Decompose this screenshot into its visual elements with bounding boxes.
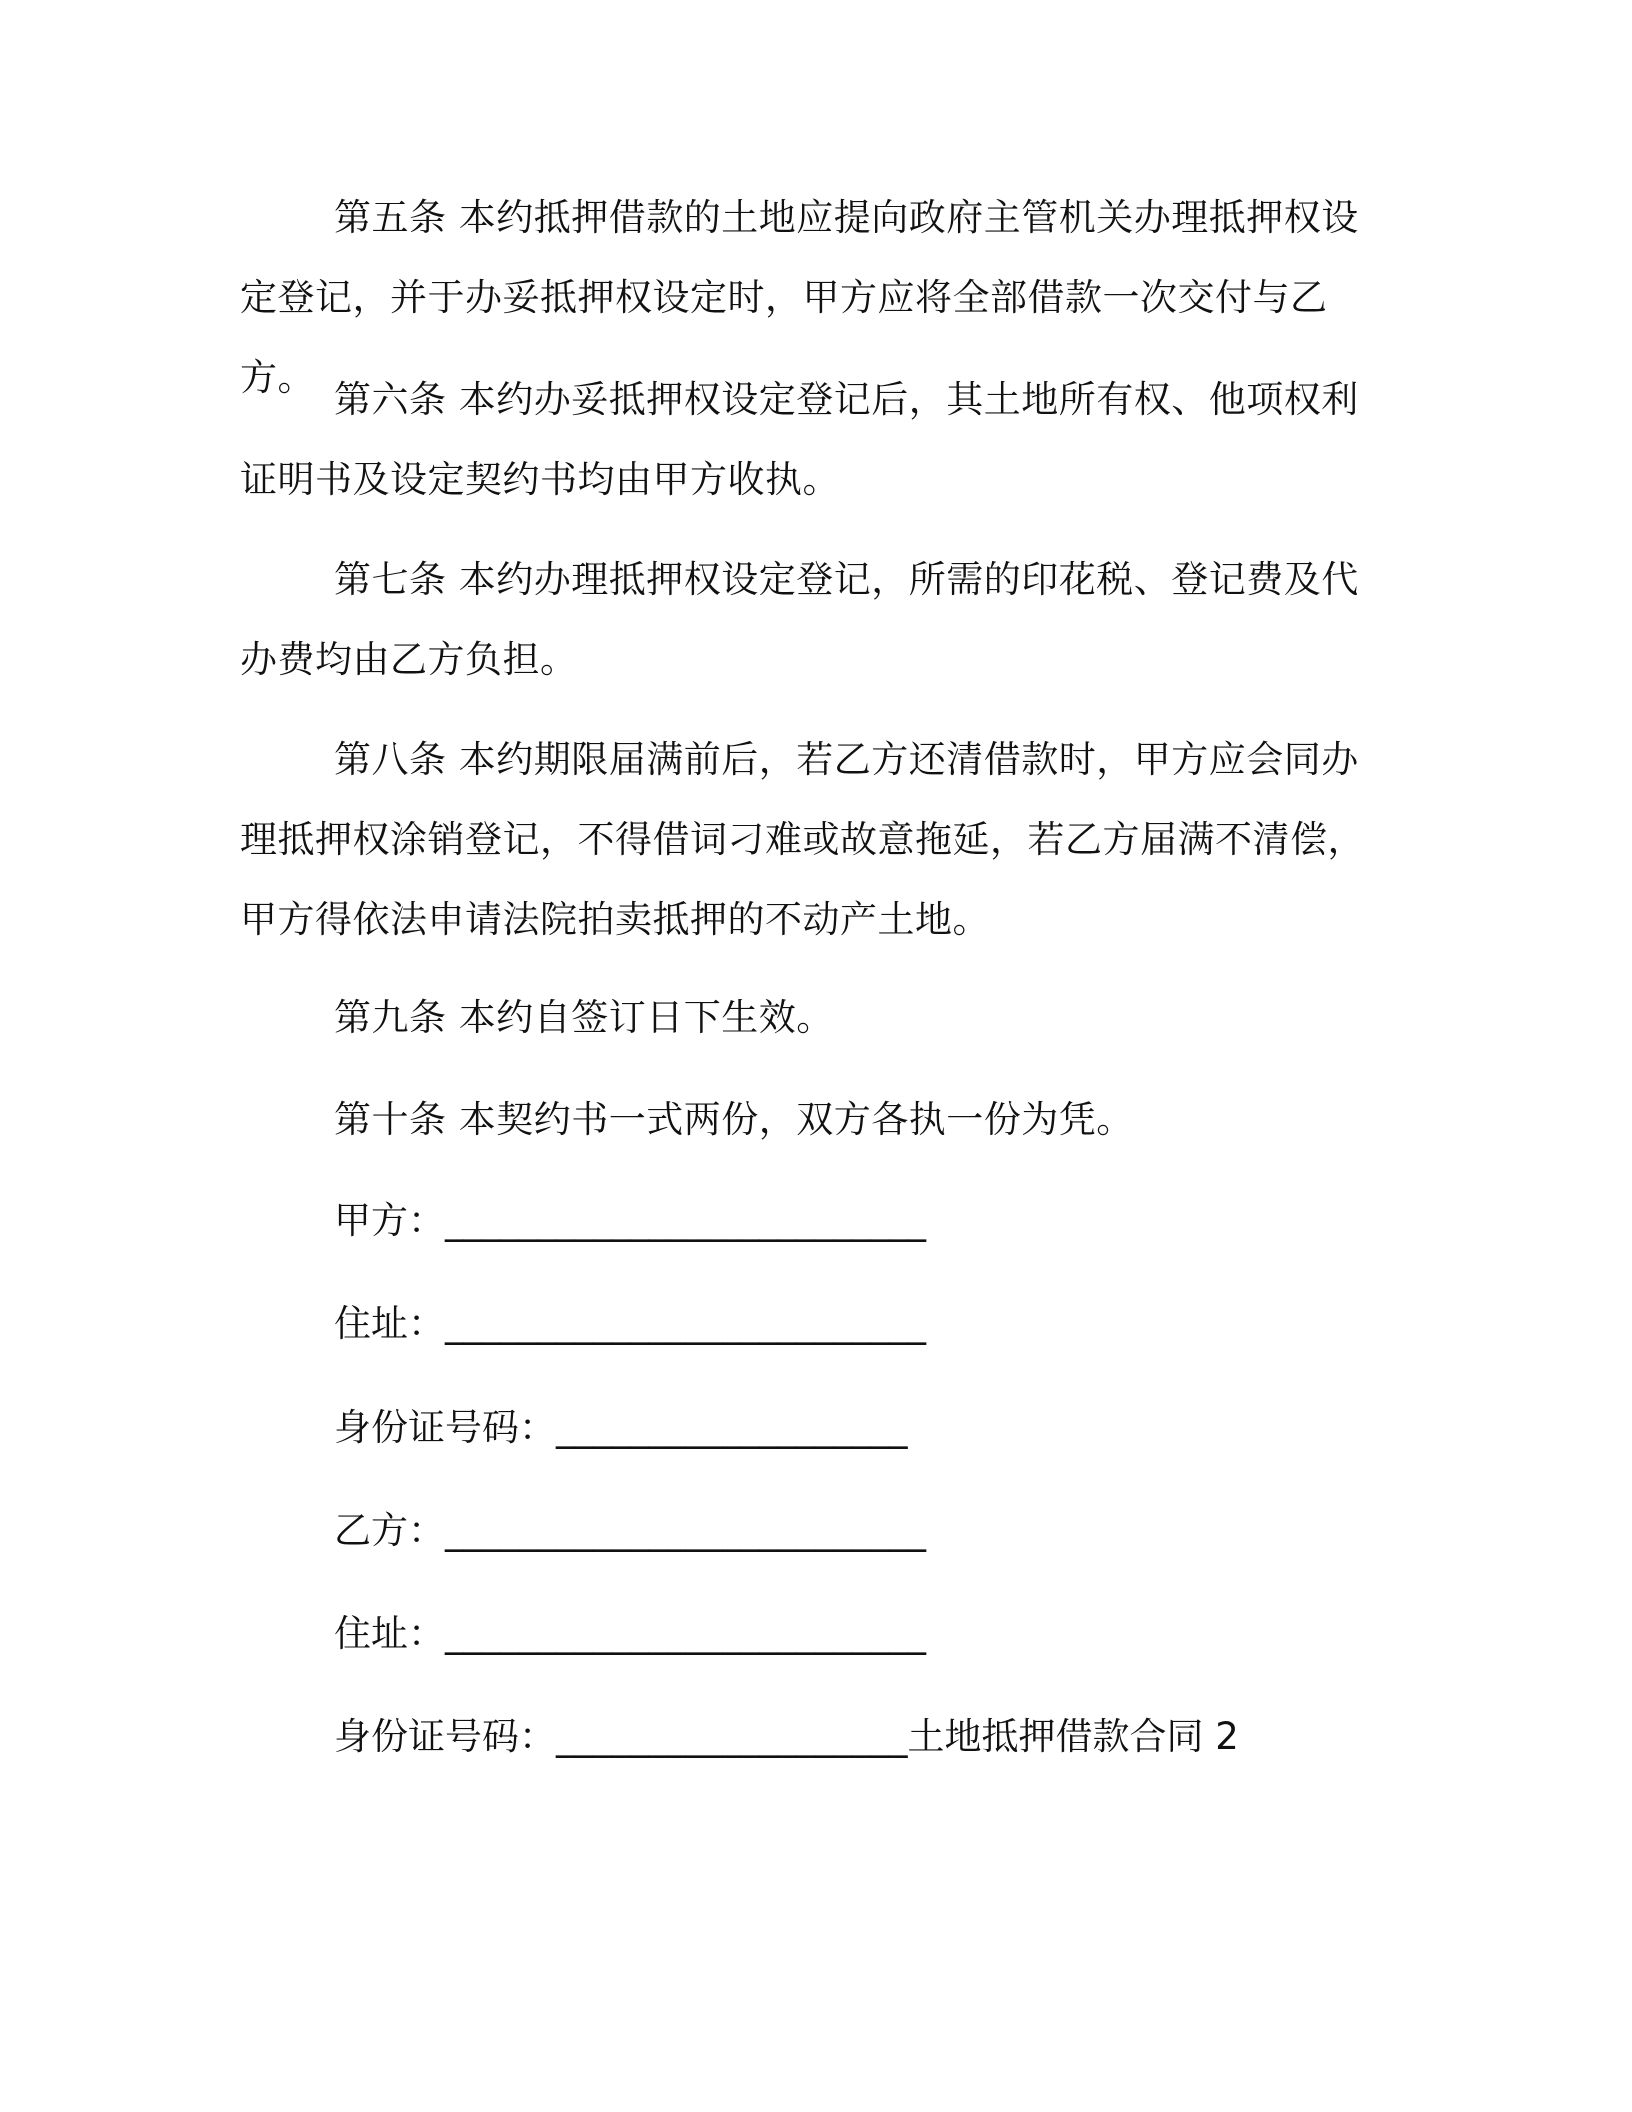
article-8: 第八条 本约期限届满前后，若乙方还清借款时，甲方应会同办理抵押权涂销登记，不得借词刁难或故意拖延，若乙方届满不清偿，甲方得依法申请法院拍卖抵押的不动产土地。 xyxy=(240,738,1365,941)
party-a-address-line: 住址：__________________________ xyxy=(334,1302,926,1345)
party-b-address-line: 住址：__________________________ xyxy=(334,1612,926,1655)
article-10: 第十条 本契约书一式两份，双方各执一份为凭。 xyxy=(334,1098,1134,1141)
article-9: 第九条 本约自签订日下生效。 xyxy=(334,996,834,1039)
article-5: 第五条 本约抵押借款的土地应提向政府主管机关办理抵押权设定登记，并于办妥抵押权设定时，甲方应将全部借款一次交付与乙方。 xyxy=(240,196,1359,399)
party-a-line: 甲方：__________________________ xyxy=(334,1199,926,1242)
party-b-id-line: 身份证号码：___________________土地抵押借款合同 2 xyxy=(334,1715,1239,1758)
article-7: 第七条 本约办理抵押权设定登记，所需的印花税、登记费及代办费均由乙方负担。 xyxy=(240,558,1359,681)
party-a-id-line: 身份证号码：___________________ xyxy=(334,1406,908,1449)
article-6: 第六条 本约办妥抵押权设定登记后，其土地所有权、他项权利证明书及设定契约书均由甲方收执。 xyxy=(240,378,1359,501)
party-b-line: 乙方：__________________________ xyxy=(334,1509,926,1552)
